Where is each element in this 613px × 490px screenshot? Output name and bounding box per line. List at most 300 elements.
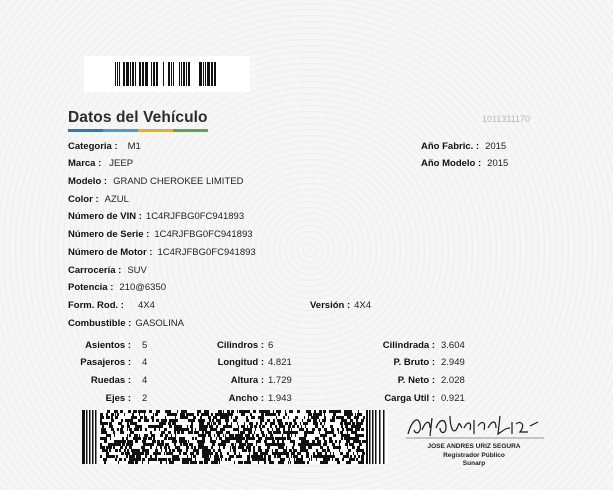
barcode-module	[294, 461, 297, 464]
field-color	[68, 194, 129, 205]
barcode-module	[248, 431, 250, 434]
barcode-module	[358, 428, 359, 431]
barcode-module	[217, 458, 220, 461]
field-label: Potencia :	[68, 282, 114, 293]
barcode-module	[223, 434, 224, 437]
barcode-module	[235, 443, 236, 446]
barcode-module	[334, 416, 335, 419]
barcode-module	[212, 419, 214, 422]
barcode-module	[343, 419, 344, 422]
barcode-module	[270, 437, 271, 440]
barcode-module	[104, 440, 107, 443]
barcode-module	[205, 434, 206, 437]
barcode-module	[295, 419, 296, 422]
barcode-module	[127, 434, 128, 437]
barcode-module	[102, 422, 105, 425]
barcode-module	[145, 455, 147, 458]
barcode-module	[120, 431, 122, 434]
barcode-module	[216, 419, 218, 422]
barcode-module	[351, 431, 353, 434]
barcode-module	[340, 431, 343, 434]
barcode-module	[126, 443, 128, 446]
barcode-module	[253, 458, 256, 461]
barcode-module	[239, 443, 240, 446]
barcode-module	[135, 425, 137, 428]
barcode-module	[273, 440, 275, 443]
barcode-module	[302, 419, 303, 422]
barcode-module	[276, 431, 278, 434]
barcode-module	[350, 413, 353, 416]
barcode-module	[199, 422, 202, 425]
barcode-module	[183, 443, 185, 446]
barcode-module	[277, 452, 280, 455]
barcode-module	[204, 458, 205, 461]
barcode-module	[155, 449, 158, 452]
barcode-module	[136, 422, 137, 425]
barcode-module	[261, 437, 262, 440]
barcode-module	[197, 452, 199, 455]
barcode-module	[300, 446, 303, 449]
barcode-module	[185, 461, 187, 464]
barcode-module	[147, 419, 149, 422]
barcode-module	[122, 437, 124, 440]
barcode-module	[188, 419, 190, 422]
barcode-module	[104, 461, 106, 464]
barcode-module	[147, 434, 148, 437]
barcode-module	[316, 416, 319, 419]
barcode-module	[120, 446, 121, 449]
barcode-module	[362, 422, 363, 425]
barcode-module	[345, 455, 346, 458]
barcode-module	[242, 461, 243, 464]
barcode-module	[146, 452, 149, 455]
barcode-module	[265, 443, 267, 446]
barcode-module	[264, 461, 266, 464]
spec-value: 1.943	[268, 393, 292, 404]
barcode-module	[195, 455, 196, 458]
barcode-module	[313, 431, 314, 434]
barcode-module	[353, 425, 354, 428]
barcode-module	[179, 440, 181, 443]
barcode-module	[316, 422, 318, 425]
barcode-module	[154, 428, 156, 431]
spec-label: Cilindrada :	[382, 340, 435, 351]
barcode-module	[170, 437, 173, 440]
barcode-module	[310, 419, 311, 422]
barcode-module	[303, 428, 304, 431]
barcode-module	[225, 437, 228, 440]
barcode-module	[198, 440, 201, 443]
barcode-module	[246, 416, 248, 419]
barcode-module	[303, 446, 306, 449]
barcode-module	[212, 446, 213, 449]
barcode-module	[233, 410, 234, 413]
barcode-module	[266, 437, 269, 440]
barcode-module	[106, 455, 109, 458]
barcode-module	[121, 425, 124, 428]
barcode-module	[296, 458, 297, 461]
barcode-module	[150, 455, 152, 458]
barcode-module	[122, 443, 125, 446]
barcode-module	[325, 419, 326, 422]
barcode-module	[176, 413, 177, 416]
barcode-module	[105, 422, 108, 425]
barcode-module	[231, 422, 232, 425]
barcode-module	[150, 446, 152, 449]
barcode-module	[361, 458, 364, 461]
barcode-module	[188, 458, 191, 461]
barcode-module	[131, 461, 134, 464]
barcode-module	[193, 455, 195, 458]
barcode-module	[223, 443, 226, 446]
barcode-module	[144, 413, 145, 416]
barcode-module	[204, 461, 206, 464]
barcode-module	[180, 437, 182, 440]
barcode-module	[158, 425, 159, 428]
barcode-module	[325, 431, 328, 434]
barcode-module	[109, 455, 111, 458]
barcode-module	[131, 449, 132, 452]
barcode-module	[278, 431, 281, 434]
barcode-module	[190, 425, 193, 428]
barcode-module	[304, 449, 307, 452]
field-value: GRAND CHEROKEE LIMITED	[113, 176, 244, 187]
barcode-module	[278, 461, 281, 464]
barcode-module	[318, 443, 321, 446]
barcode-module	[311, 413, 312, 416]
barcode-module	[122, 440, 125, 443]
barcode-module	[327, 455, 330, 458]
barcode-module	[316, 449, 318, 452]
barcode-module	[159, 458, 161, 461]
barcode-module	[272, 440, 273, 443]
barcode-module	[107, 416, 108, 419]
barcode-module	[106, 446, 109, 449]
barcode-module	[379, 410, 381, 464]
barcode-module	[126, 437, 128, 440]
barcode-module	[307, 422, 308, 425]
barcode-module	[260, 419, 263, 422]
barcode-module	[153, 413, 154, 416]
barcode-module	[320, 422, 322, 425]
barcode-module	[214, 458, 216, 461]
barcode-module	[281, 419, 282, 422]
barcode-module	[337, 461, 340, 464]
barcode-module	[193, 449, 196, 452]
barcode-bar	[171, 62, 172, 86]
barcode-module	[144, 434, 146, 437]
barcode-module	[220, 452, 222, 455]
barcode-module	[227, 452, 229, 455]
barcode-module	[114, 410, 117, 413]
barcode-module	[242, 449, 245, 452]
barcode-module	[108, 416, 110, 419]
barcode-module	[213, 443, 215, 446]
barcode-module	[214, 455, 216, 458]
barcode-module	[283, 428, 285, 431]
barcode-module	[275, 425, 277, 428]
barcode-module	[153, 437, 154, 440]
barcode-module	[288, 461, 289, 464]
barcode-module	[231, 443, 234, 446]
barcode-module	[307, 431, 309, 434]
barcode-module	[140, 428, 142, 431]
barcode-module	[205, 455, 208, 458]
barcode-module	[357, 434, 360, 437]
barcode-module	[201, 413, 204, 416]
barcode-module	[332, 419, 335, 422]
barcode-module	[347, 434, 350, 437]
barcode-module	[335, 440, 337, 443]
barcode-module	[95, 410, 97, 464]
barcode-module	[245, 449, 247, 452]
barcode-module	[137, 425, 139, 428]
barcode-module	[200, 419, 203, 422]
barcode-module	[125, 440, 126, 443]
barcode-module	[118, 461, 119, 464]
barcode-module	[249, 422, 252, 425]
barcode-module	[178, 449, 180, 452]
spec-label: Longitud :	[217, 357, 264, 368]
barcode-module	[325, 452, 327, 455]
barcode-module	[242, 410, 244, 413]
barcode-module	[131, 431, 134, 434]
field-label: Año Modelo :	[421, 158, 482, 169]
barcode-module	[361, 428, 362, 431]
barcode-module	[195, 446, 196, 449]
barcode-module	[346, 434, 347, 437]
barcode-module	[164, 437, 167, 440]
barcode-module	[222, 413, 223, 416]
barcode-module	[362, 434, 364, 437]
barcode-module	[108, 410, 110, 413]
barcode-module	[240, 443, 243, 446]
barcode-module	[348, 410, 350, 413]
barcode-module	[287, 452, 289, 455]
barcode-module	[324, 413, 325, 416]
barcode-module	[339, 443, 340, 446]
barcode-module	[263, 416, 264, 419]
barcode-module	[135, 410, 137, 413]
barcode-module	[206, 410, 209, 413]
barcode-bar	[205, 62, 206, 86]
barcode-module	[169, 437, 170, 440]
barcode-module	[130, 431, 131, 434]
barcode-module	[330, 437, 332, 440]
barcode-bar	[199, 62, 202, 86]
barcode-module	[258, 461, 259, 464]
barcode-module	[329, 437, 330, 440]
barcode-module	[250, 431, 252, 434]
barcode-module	[347, 446, 348, 449]
barcode-bar	[179, 62, 180, 86]
barcode-module	[142, 440, 143, 443]
barcode-module	[315, 425, 317, 428]
barcode-module	[158, 452, 161, 455]
barcode-module	[129, 419, 131, 422]
barcode-module	[140, 416, 143, 419]
barcode-module	[339, 416, 341, 419]
barcode-module	[113, 431, 115, 434]
barcode-module	[269, 437, 270, 440]
barcode-module	[356, 431, 357, 434]
barcode-bar	[211, 62, 213, 86]
barcode-module	[302, 461, 305, 464]
barcode-module	[223, 428, 225, 431]
spec-value: 4	[142, 357, 148, 368]
barcode-module	[204, 410, 206, 413]
barcode-module	[128, 461, 131, 464]
barcode-module	[261, 410, 264, 413]
barcode-module	[345, 443, 348, 446]
barcode-module	[161, 449, 162, 452]
barcode-module	[307, 461, 309, 464]
barcode-module	[323, 437, 325, 440]
barcode-module	[166, 461, 167, 464]
barcode-module	[267, 449, 269, 452]
barcode-module	[207, 422, 209, 425]
barcode-module	[341, 425, 343, 428]
barcode-module	[344, 410, 345, 413]
barcode-module	[287, 437, 288, 440]
barcode-module	[267, 446, 270, 449]
barcode-module	[333, 413, 336, 416]
barcode-module	[235, 437, 238, 440]
page-title: Datos del Vehículo	[68, 109, 208, 126]
barcode-module	[271, 431, 272, 434]
barcode-module	[236, 419, 237, 422]
barcode-module	[210, 437, 212, 440]
field-value: GASOLINA	[135, 318, 184, 329]
barcode-module	[286, 455, 289, 458]
barcode-module	[294, 422, 297, 425]
barcode-module	[151, 443, 154, 446]
spec-value: 5	[142, 340, 148, 351]
barcode-module	[172, 449, 175, 452]
underline-segment	[173, 129, 208, 132]
barcode-module	[258, 416, 260, 419]
barcode-module	[271, 437, 274, 440]
barcode-module	[235, 452, 236, 455]
barcode-module	[165, 419, 167, 422]
barcode-bar	[183, 62, 185, 86]
field-serie	[68, 229, 253, 240]
barcode-module	[202, 422, 204, 425]
barcode-module	[262, 425, 265, 428]
field-version	[310, 300, 371, 311]
barcode-module	[226, 431, 229, 434]
barcode-module	[320, 461, 323, 464]
barcode-module	[341, 434, 342, 437]
barcode-module	[218, 413, 220, 416]
barcode-module	[247, 425, 248, 428]
barcode-module	[233, 428, 236, 431]
barcode-module	[92, 410, 94, 464]
field-vin	[68, 211, 244, 222]
barcode-module	[204, 428, 205, 431]
barcode-module	[215, 413, 218, 416]
barcode-module	[198, 443, 201, 446]
barcode-module	[315, 437, 316, 440]
barcode-module	[164, 452, 165, 455]
barcode-module	[273, 410, 274, 413]
barcode-module	[211, 461, 214, 464]
barcode-module	[304, 434, 306, 437]
barcode-module	[141, 452, 144, 455]
barcode-module	[239, 452, 240, 455]
barcode-module	[301, 458, 303, 461]
barcode-module	[362, 449, 364, 452]
barcode-module	[333, 455, 335, 458]
barcode-module	[213, 416, 215, 419]
barcode-module	[294, 431, 295, 434]
barcode-module	[309, 443, 311, 446]
barcode-module	[265, 449, 267, 452]
barcode-module	[158, 458, 159, 461]
barcode-module	[319, 410, 322, 413]
barcode-module	[316, 437, 319, 440]
barcode-module	[205, 458, 208, 461]
barcode-module	[322, 425, 324, 428]
barcode-module	[276, 428, 279, 431]
barcode-module	[177, 431, 180, 434]
barcode-module	[220, 416, 222, 419]
barcode-module	[314, 443, 316, 446]
barcode-module	[375, 410, 377, 464]
barcode-module	[161, 425, 163, 428]
barcode-module	[292, 440, 293, 443]
barcode-module	[144, 416, 147, 419]
barcode-module	[246, 437, 248, 440]
barcode-module	[228, 437, 231, 440]
barcode-module	[177, 410, 178, 413]
barcode-module	[140, 425, 142, 428]
barcode-module	[119, 449, 121, 452]
barcode-module	[139, 425, 140, 428]
barcode-module	[240, 431, 243, 434]
barcode-module	[210, 440, 213, 443]
barcode-module	[295, 455, 298, 458]
barcode-module	[285, 410, 286, 413]
barcode-module	[332, 455, 333, 458]
barcode-module	[362, 428, 364, 431]
barcode-module	[261, 458, 264, 461]
barcode-module	[359, 443, 361, 446]
barcode-module	[283, 443, 285, 446]
barcode-module	[223, 425, 224, 428]
barcode-module	[335, 446, 336, 449]
barcode-module	[314, 416, 316, 419]
barcode-module	[131, 416, 134, 419]
barcode-module	[191, 422, 193, 425]
barcode-module	[283, 431, 285, 434]
barcode-module	[165, 410, 167, 413]
barcode-module	[110, 425, 113, 428]
barcode-module	[109, 449, 111, 452]
barcode-module	[229, 434, 230, 437]
barcode-module	[173, 413, 174, 416]
barcode-module	[127, 440, 130, 443]
barcode-module	[148, 437, 150, 440]
barcode-module	[165, 449, 167, 452]
barcode-module	[297, 452, 298, 455]
barcode-module	[213, 449, 215, 452]
barcode-module	[142, 446, 145, 449]
barcode-module	[131, 419, 133, 422]
barcode-module	[147, 449, 149, 452]
field-form-rod	[68, 300, 155, 311]
barcode-module	[312, 428, 315, 431]
